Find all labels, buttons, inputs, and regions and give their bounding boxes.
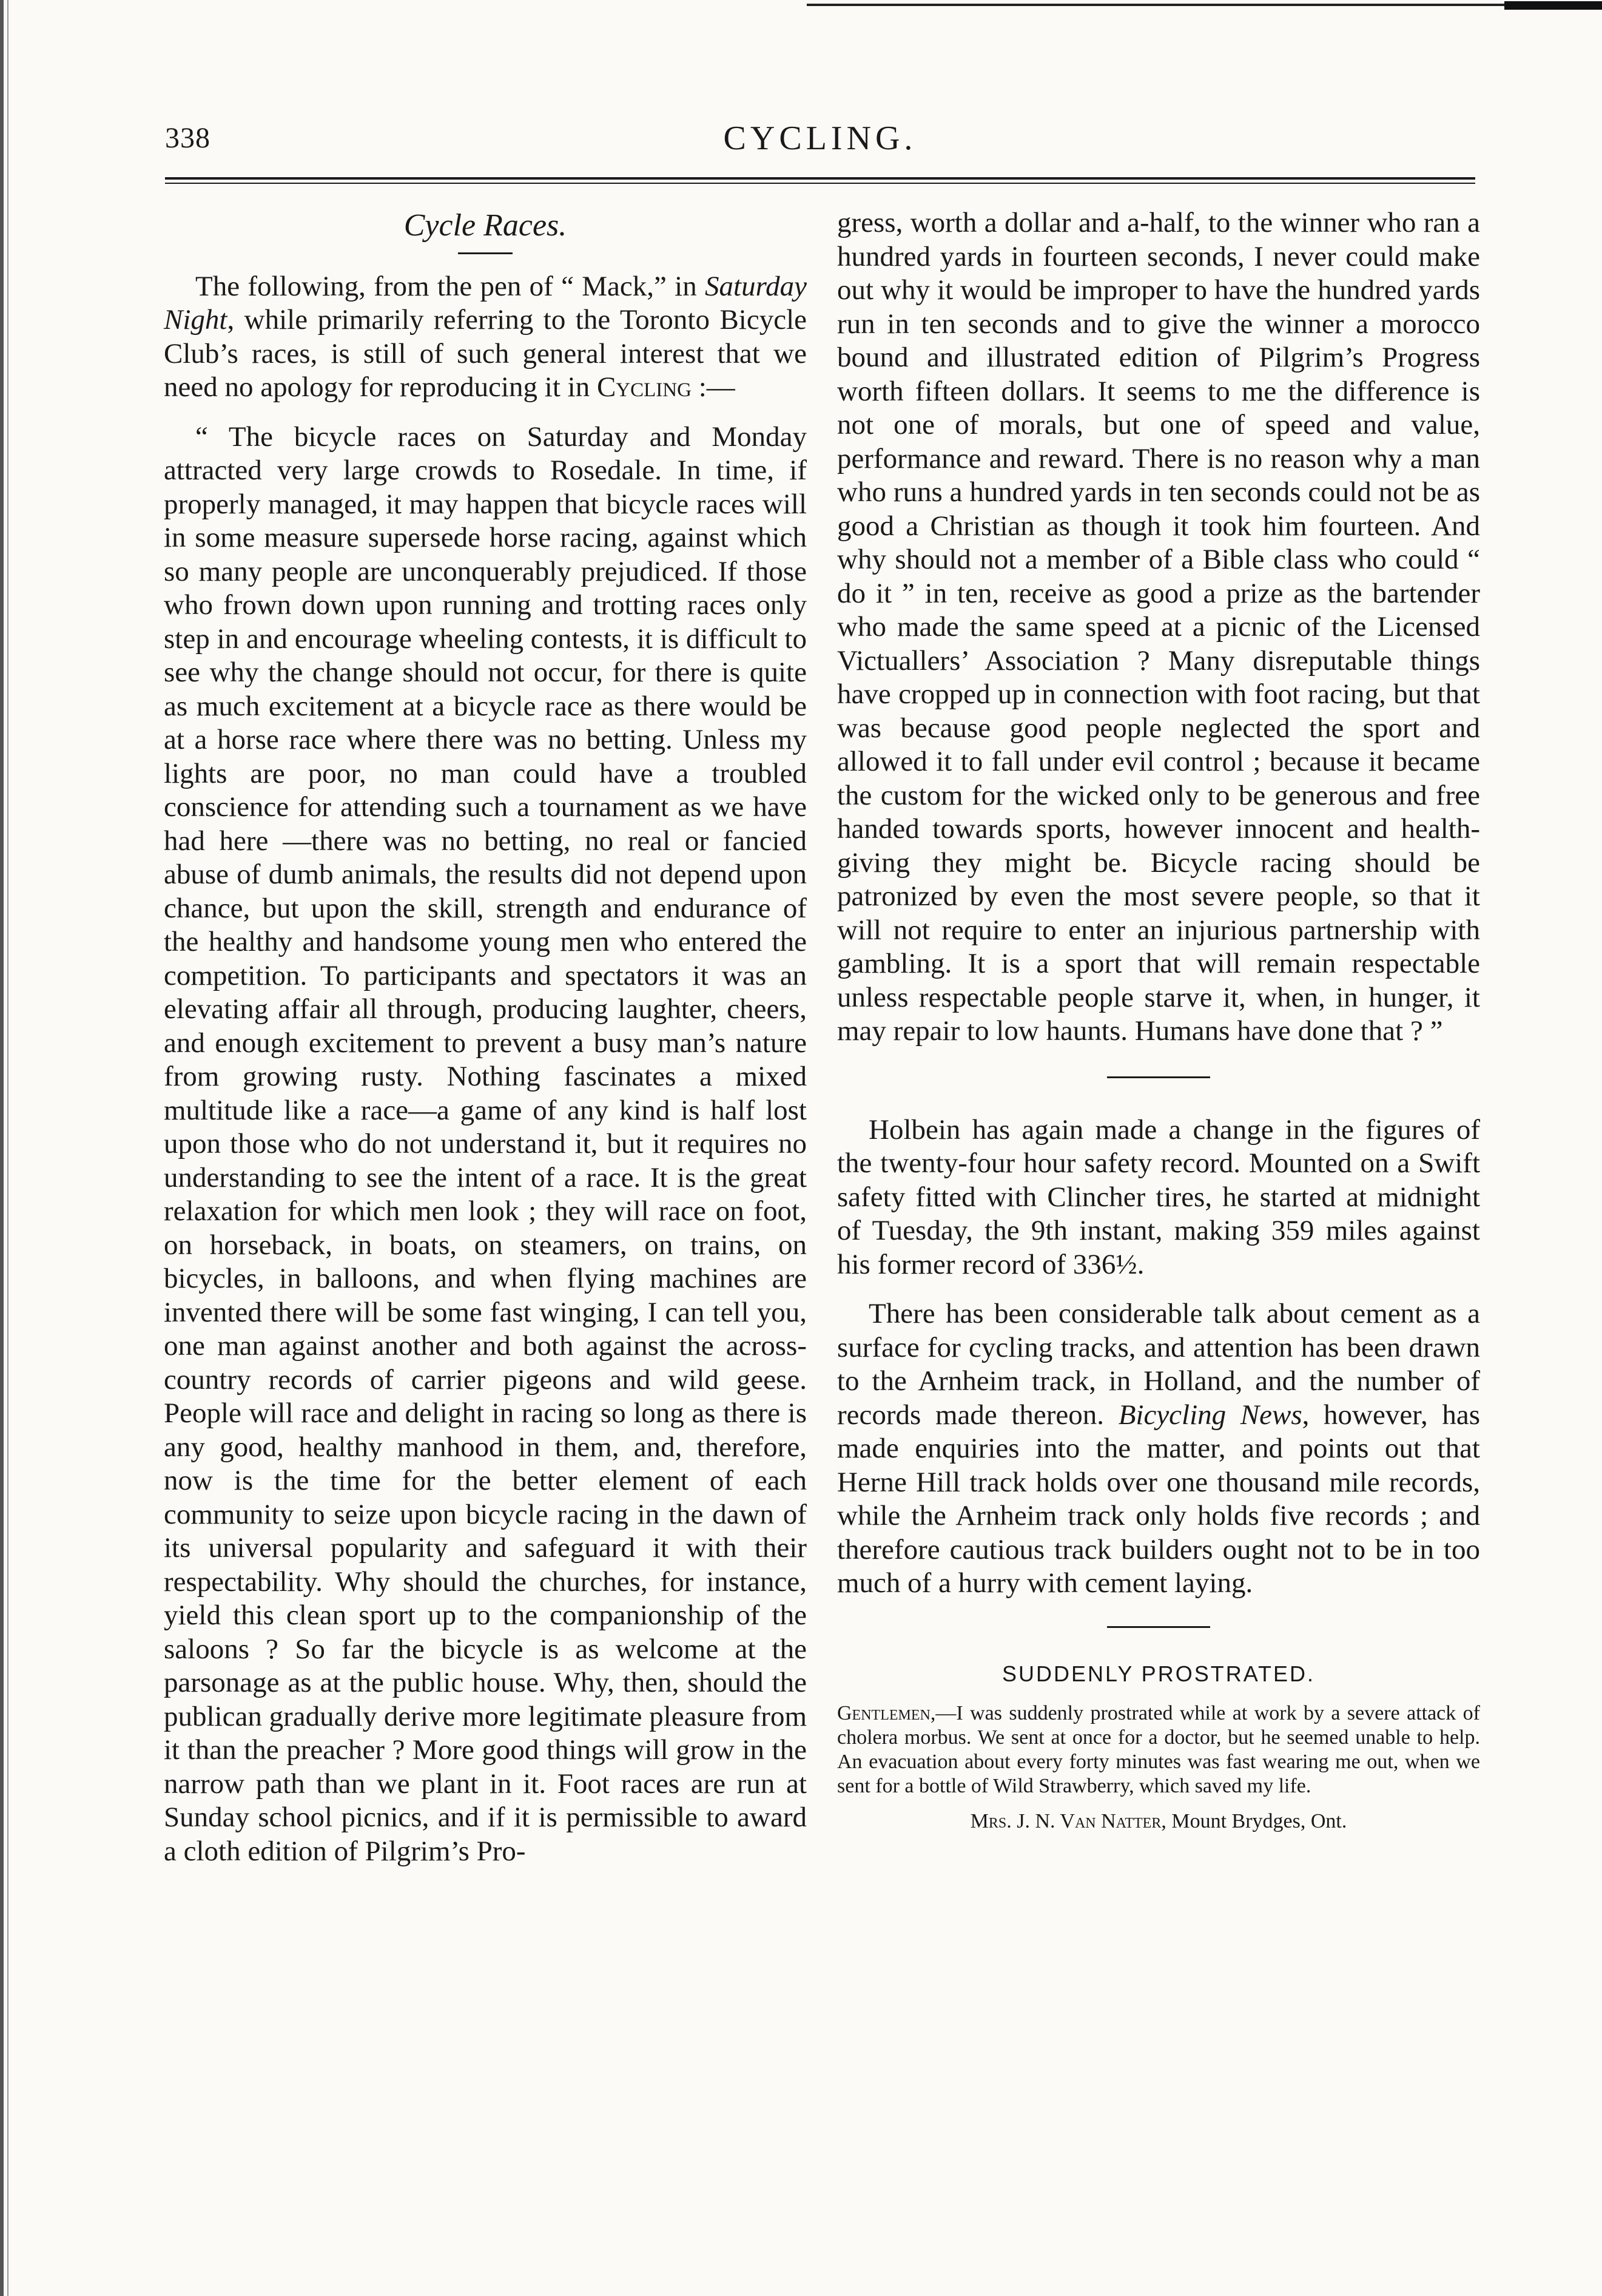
title-rule [458,252,513,254]
intro-text-a: The following, from the pen of “ Mack,” in [195,270,705,302]
advert-title: SUDDENLY PROSTRATED. [1001,1661,1316,1686]
article-intro [164,270,807,405]
section-divider [1107,1076,1210,1078]
magazine-name: Cycling [596,371,692,403]
cement-text-a: There has been considerable talk about cement as a surface for cycling tracks, and attention has been drawn to the Arnheim track, in Holland, and the number of records made thereon. [837,1298,1480,1431]
left-column [164,206,807,1868]
intro-text-c: :— [691,371,735,403]
header-rule-thin [165,183,1475,184]
bicycling-news-name: Bicycling News [1118,1399,1302,1431]
header-rule [165,177,1475,180]
signature-name: Mrs. J. N. Van Natter [970,1810,1162,1832]
top-scan-mark [1504,1,1602,10]
running-head: CYCLING. [723,120,917,157]
right-column [837,206,1480,1838]
advert-salutation: Gentlemen, [837,1702,936,1724]
advert-signature [837,1805,1480,1838]
page-edge-inner [7,0,8,2296]
cement-text-b: , however, has made enquiries into the matter, and points out that Herne Hill track holds over one thousand mile records, while the Arnheim track only holds five records ; and therefore cautious track builders ought not to be in too much of a hurry with cement laying. [837,1399,1480,1599]
page-header [165,121,1475,170]
advert-body [837,1701,1480,1798]
cement-paragraph [837,1297,1480,1601]
page-edge [0,0,4,2296]
advert-text: —I was suddenly prostrated while at work by a severe attack of cholera morbus. We sent at once for a doctor, but he seemed unable to help. An evacuation about every forty minutes was fast wearing me out, when we sent for a bottle of Wild Strawberry, which saved my life. [837,1702,1480,1797]
article-title: Cycle Races. [403,208,567,243]
publication-name: Saturday Night [164,270,807,336]
intro-text-b: , while primarily referring to the Toronto Bicycle Club’s races, is still of such general interest that we need no apology for reproducing it in [164,304,807,403]
signature-place: , Mount Brydges, Ont. [1161,1810,1347,1832]
holbein-paragraph: Holbein has again made a change in the figures of the twenty-four hour safety record. Mounted on a Swift safety fitted with Clincher tires, he started at midnight of Tuesday, the 9th instant, making 359 miles against his former record of 336½. [837,1113,1480,1280]
top-scan-rule [807,4,1602,6]
section-divider-2 [1107,1626,1210,1628]
quote-paragraph-left: “ The bicycle races on Saturday and Monday attracted very large crowds to Rosedale. In time, if properly managed, it may happen that bicycle races will in some measure supersede horse racing, against which so many people are unconquerably prejudiced. If those who frown down upon running and trotting races only step in and encourage wheeling contests, it is difficult to see why the change should not occur, for there is quite as much excitement at a bicycle race as there would be at a horse race where there was no betting. Unless my lights are poor, no man could have a troubled conscience for attending such a tournament as we have had here —there was no betting, no real or fancied abuse of dumb animals, the results did not depend upon chance, but upon the skill, strength and endurance of the healthy and handsome young men who entered the competition. To participants and spectators it was an elevating affair all through, producing laughter, cheers, and enough excitement to prevent a busy man’s nature from growing rusty. Nothing fascinates a mixed multitude like a race—a game of any kind is half lost upon those who do not understand it, but it requires no understanding to see the intent of a race. It is the great relaxation for which men look ; they will race on foot, on horseback, in boats, on steamers, on trains, on bicycles, in balloons, and when flying machines are invented there will be some fast winging, I can tell you, one man against another and both against the across-country records of carrier pigeons and wild geese. People will race and delight in racing so long as there is any good, healthy manhood in them, and, therefore, now is the time for the better element of each community to seize upon bicycle racing in the dawn of its universal popularity and safeguard it with their respectability. Why should the churches, for instance, yield this clean sport up to the companionship of the saloons ? So far the bicycle is as welcome at the parsonage as at the public house. Why, then, should the publican gradually derive more legitimate pleasure from it than the preacher ? More good things will grow in the narrow path than we plant in it. Foot races are run at Sunday school picnics, and if it is permissible to award a cloth edition of Pilgrim’s Pro- [164,420,807,1867]
page-number: 338 [165,122,210,154]
quote-paragraph-right: gress, worth a dollar and a-half, to the winner who ran a hundred yards in fourteen seconds, I never could make out why it would be improper to have the hundred yards run in ten seconds and to give the winner a morocco bound and illustrated edition of Pilgrim’s Progress worth fifteen dollars. It seems to me the difference is not one of morals, but one of speed and value, performance and reward. There is no reason why a man who runs a hundred yards in ten seconds could not be as good a Christian as though it took him fourteen. And why should not a member of a Bible class who could “ do it ” in ten, receive as good a prize as the bartender who made the same speed at a picnic of the Licensed Victuallers’ Association ? Many disreputable things have cropped up in connection with foot racing, but that was because good people neglected the sport and allowed it to fall under evil control ; because it became the custom for the wicked only to be generous and free handed towards sports, however innocent and health-giving they might be. Bicycle racing should be patronized by even the most severe people, so that it will not require to enter an injurious partnership with gambling. It is a sport that will remain respectable unless respectable people starve it, when, in hunger, it may repair to low haunts. Humans have done that ? ” [837,207,1480,1047]
advertisement [837,1657,1480,1838]
